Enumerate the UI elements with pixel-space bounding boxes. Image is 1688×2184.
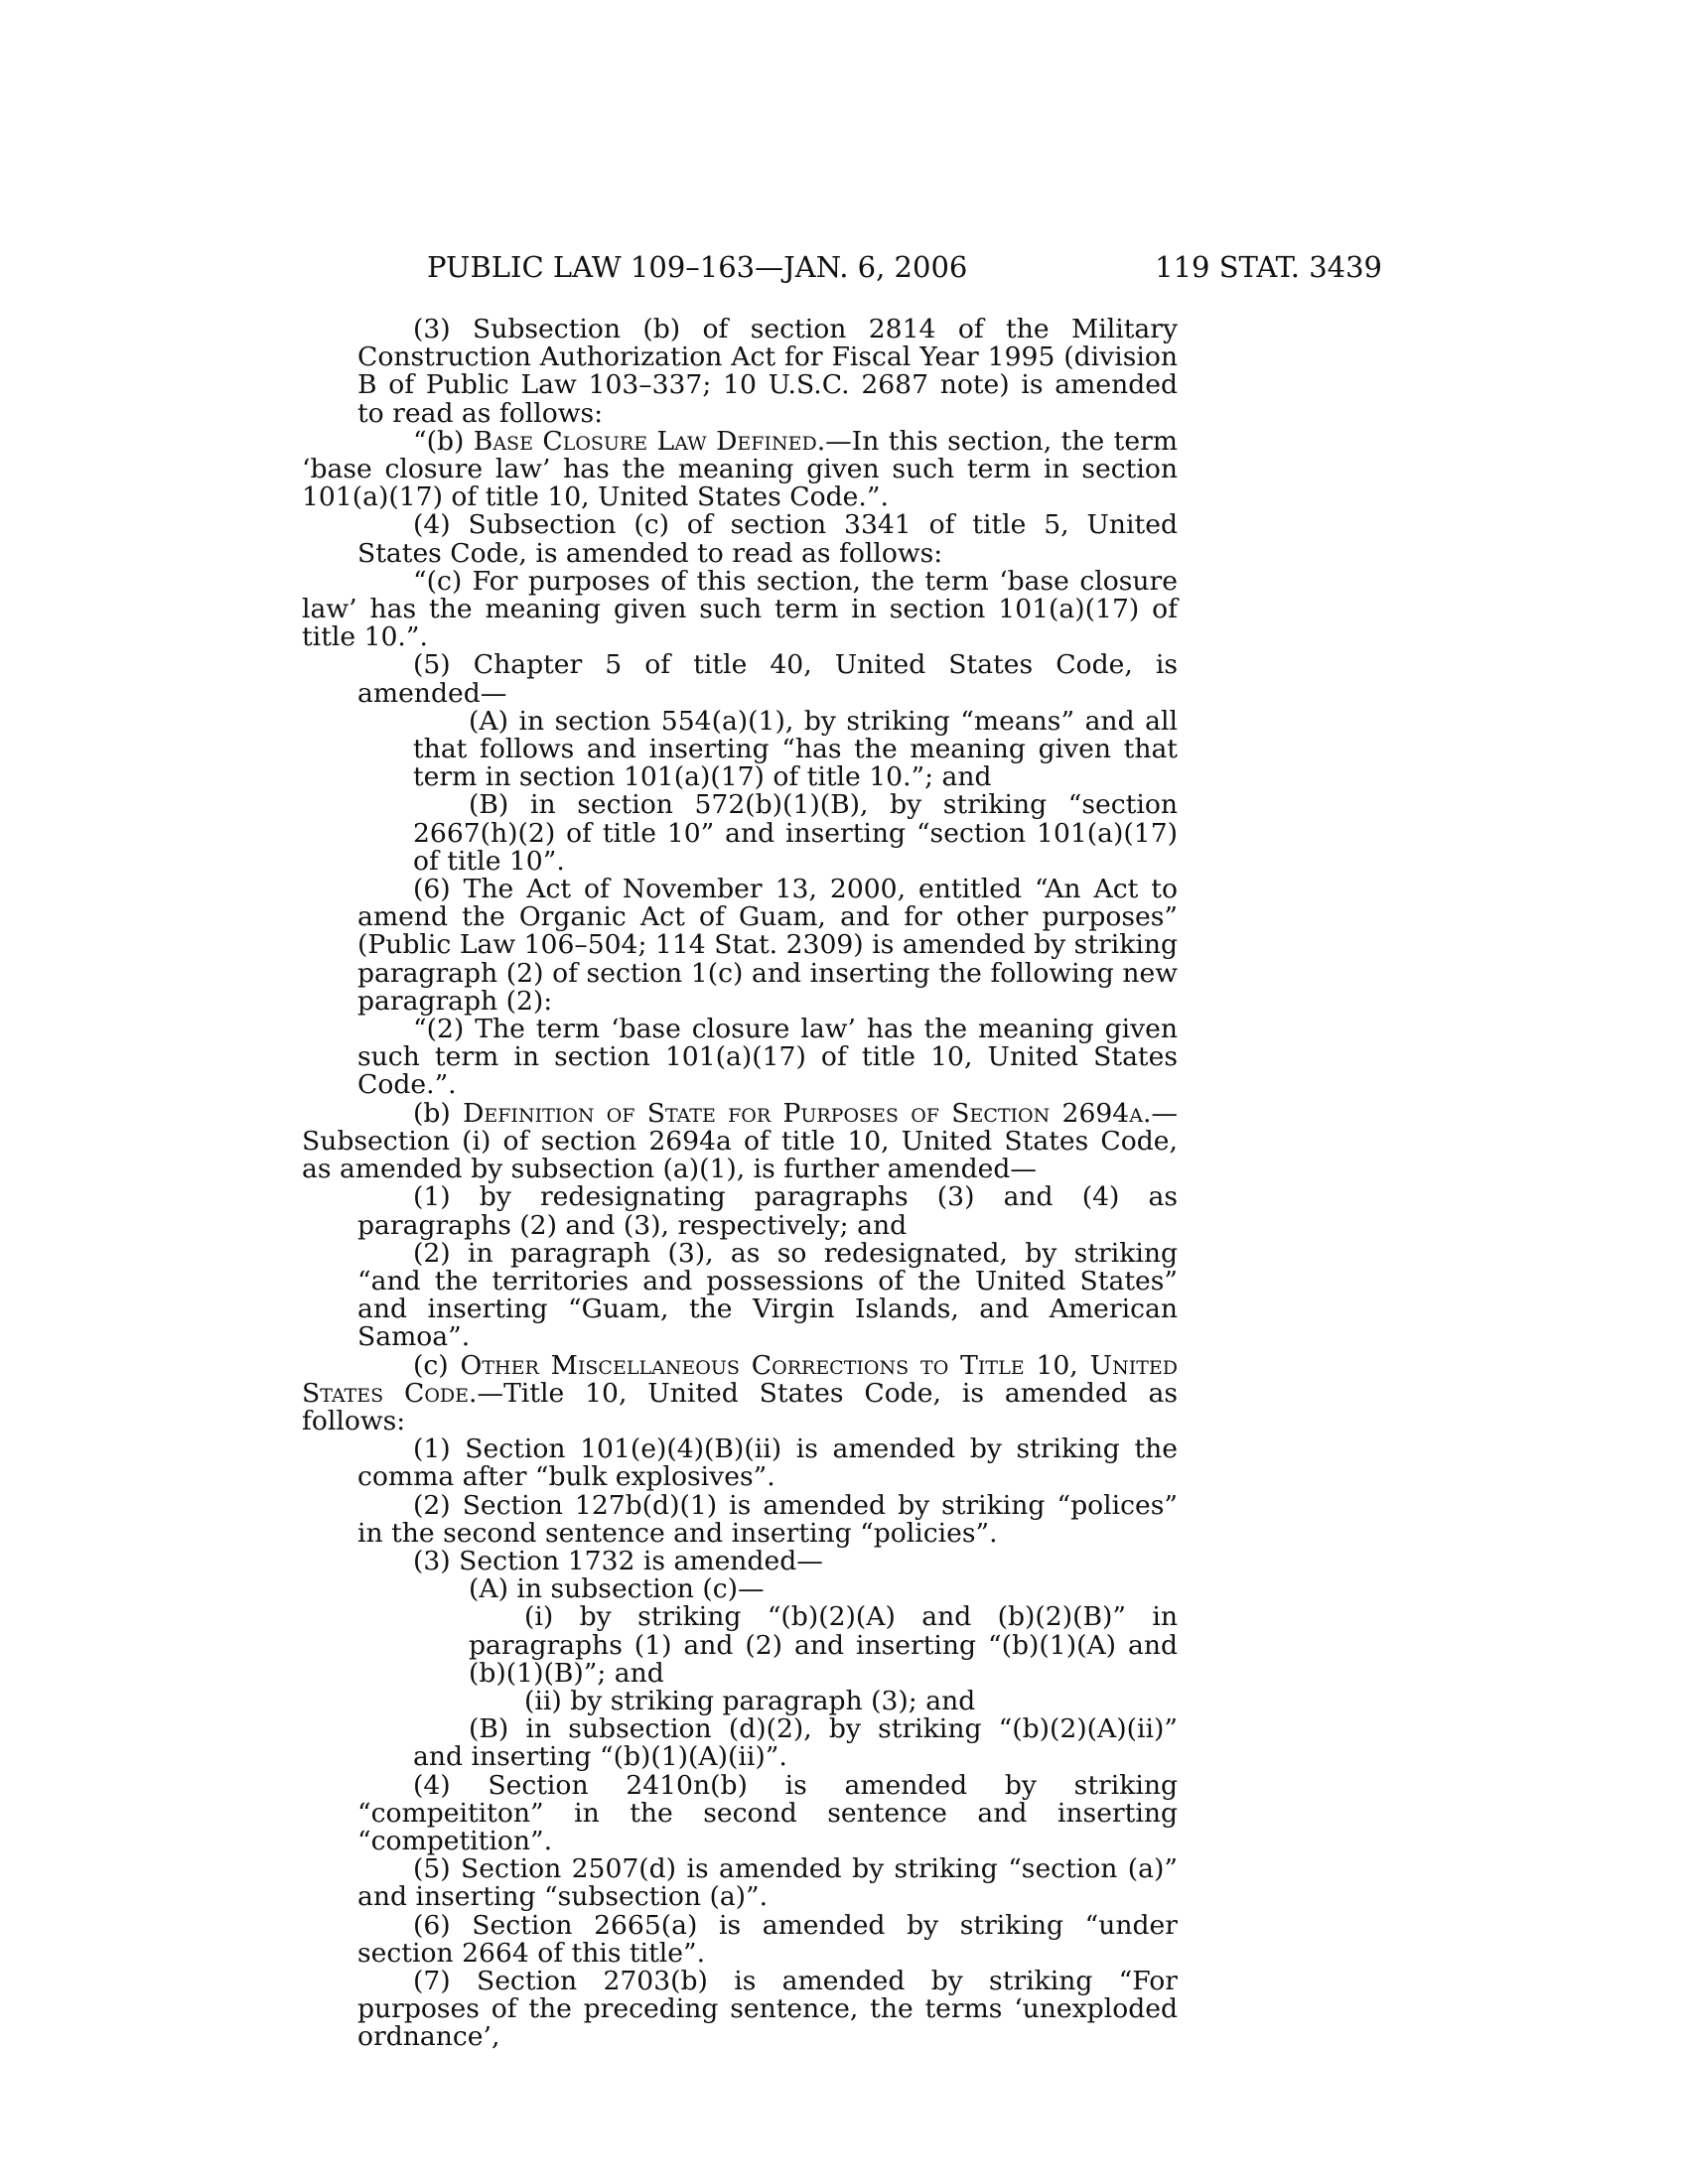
paragraph-6: (6) The Act of November 13, 2000, entitled “An Act to amend the Organic Act of Guam, and for other purposes” (Public Law 106–504; 114 Stat. 2309) is amended by striking paragraph (2) of section 1(c) and inserting the following new paragraph (2): — [357, 874, 1178, 1017]
running-header — [298, 250, 1382, 290]
paragraph-text: .—Title 10, United States Code, is amended as follows: — [302, 1377, 1179, 1436]
header-title: PUBLIC LAW 109–163—JAN. 6, 2006 — [427, 250, 968, 284]
paragraph-lead: “(b) — [413, 425, 474, 457]
paragraph-2: (2) Section 127b(d)(1) is amended by striking “polices” in the second sentence and inserting “policies”. — [357, 1489, 1178, 1549]
paragraph-1: (1) by redesignating paragraphs (3) and (4) as paragraphs (2) and (3), respectively; and — [357, 1181, 1178, 1241]
quoted-paragraph-2: “(2) The term ‘base closure law’ has the meaning given such term in section 101(a)(17) of title 10, United States Code.”. — [357, 1014, 1178, 1101]
paragraph-5: (5) Section 2507(d) is amended by striking “section (a)” and inserting “subsection (a)”. — [357, 1853, 1178, 1913]
subsection-c — [302, 1349, 1179, 1436]
paragraph-3: (3) Subsection (b) of section 2814 of the Military Construction Authorization Act for Fiscal Year 1995 (division B of Public Law 103–337; 10 U.S.C. 2687 note) is amended to read as follows: — [357, 314, 1178, 429]
clause-i: (i) by striking “(b)(2)(A) and (b)(2)(B)” in paragraphs (1) and (2) and inserting “(b)(1)(A) and (b)(1)(B)”; and — [469, 1601, 1178, 1689]
paragraph-text: .— Subsection (i) of section 2694a of title 10, United States Code, as amended by subsection (a)(1), is further amended— — [302, 1097, 1179, 1185]
subparagraph-a: (A) in subsection (c)— — [469, 1573, 765, 1605]
quoted-subsection-b — [302, 425, 1178, 513]
paragraph-4: (4) Subsection (c) of section 3341 of title 5, United States Code, is amended to read as follows: — [357, 509, 1178, 569]
paragraph-6: (6) Section 2665(a) is amended by striking “under section 2664 of this title”. — [357, 1909, 1178, 1969]
paragraph-lead: (c) — [413, 1349, 461, 1381]
section-heading: Other Miscellaneous Corrections to Title 10, United States Code — [302, 1349, 1178, 1409]
subsection-b — [302, 1097, 1179, 1185]
subparagraph-b: (B) in subsection (d)(2), by striking “(b)(2)(A)(ii)” and inserting “(b)(1)(A)(ii)”. — [413, 1713, 1178, 1773]
quoted-subsection-c: “(c) For purposes of this section, the term ‘base closure law’ has the meaning given such term in section 101(a)(17) of title 10.”. — [302, 565, 1178, 653]
paragraph-2: (2) in paragraph (3), as so redesignated, by striking “and the territories and possessions of the United States” and inserting “Guam, the Virgin Islands, and American Samoa”. — [357, 1237, 1178, 1353]
paragraph-4: (4) Section 2410n(b) is amended by striking “compeititon” in the second sentence and inserting “competition”. — [357, 1769, 1178, 1856]
subparagraph-a: (A) in section 554(a)(1), by striking “means” and all that follows and inserting “has the meaning given that term in section 101(a)(17) of title 10.”; and — [413, 705, 1178, 793]
document-body — [302, 316, 1178, 2052]
paragraph-lead: (b) — [413, 1097, 464, 1129]
clause-ii: (ii) by striking paragraph (3); and — [524, 1685, 976, 1716]
section-heading: Base Closure Law Defined — [473, 425, 817, 457]
page-number: 119 STAT. 3439 — [1155, 250, 1382, 284]
paragraph-7: (7) Section 2703(b) is amended by striking “For purposes of the preceding sentence, the terms ‘unexploded ordnance’, — [357, 1965, 1178, 2053]
subparagraph-b: (B) in section 572(b)(1)(B), by striking “section 2667(h)(2) of title 10” and inserting “section 101(a)(17) of title 10”. — [413, 789, 1178, 877]
paragraph-5: (5) Chapter 5 of title 40, United States Code, is amended— — [357, 649, 1178, 709]
section-heading: Definition of State for Purposes of Section 2694a — [463, 1097, 1143, 1129]
paragraph-text: .—In this section, the term ‘base closure law’ has the meaning given such term in section 101(a)(17) of title 10, United States Code.”. — [302, 425, 1178, 513]
paragraph-1: (1) Section 101(e)(4)(B)(ii) is amended by striking the comma after “bulk explosives”. — [357, 1433, 1178, 1493]
paragraph-3: (3) Section 1732 is amended— — [413, 1545, 823, 1576]
